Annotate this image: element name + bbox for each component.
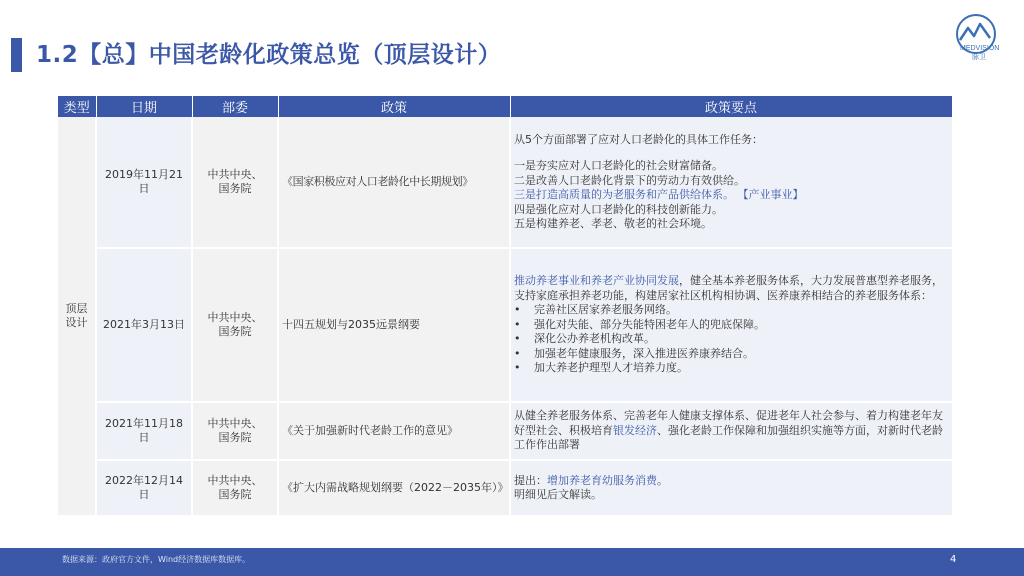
points-line: 四是强化应对人口老龄化的科技创新能力。 [514,202,723,216]
date-cell: 2021年11月18日 [96,402,192,460]
header-points: 政策要点 [510,96,952,117]
footer-bar [0,548,1024,576]
policy-table [58,96,953,517]
list-item: • 加强老年健康服务，深入推进医养康养结合。 [514,347,949,362]
points-cell [510,460,952,516]
date-cell: 2021年3月13日 [96,248,192,402]
points-bullet-list [514,303,949,376]
points-line: 一是夯实应对人口老龄化的社会财富储备。 [514,159,723,172]
list-item: • 深化公办养老机构改革。 [514,332,949,347]
list-item: • 加大养老护理型人才培养力度。 [514,361,949,376]
logo-wordmark: MEDVISION 脉卫 [960,45,1000,61]
dept-cell: 中共中央、 国务院 [192,460,278,516]
policy-cell: 十四五规划与2035远景纲要 [278,248,510,402]
points-line: 明细见后文解读。 [514,488,602,501]
header-type: 类型 [58,96,96,117]
dept-cell: 中共中央、 国务院 [192,248,278,402]
list-item: • 强化对失能、部分失能特困老年人的兜底保障。 [514,318,949,333]
header-policy: 政策 [278,96,510,117]
page-title: 1.2【总】中国老龄化政策总览（顶层设计） [36,42,502,68]
table-header-row [58,96,952,117]
dept-cell: 中共中央、 国务院 [192,117,278,248]
table-row [58,402,952,460]
data-source-note: 数据来源：政府官方文件，Wind经济数据库数据库。 [62,555,251,564]
points-cell [510,117,952,248]
points-line: 二是改善人口老龄化背景下的劳动力有效供给。 [514,173,745,187]
title-accent-bar [11,38,22,72]
date-cell: 2019年11月21日 [96,117,192,248]
table-row [58,248,952,402]
points-cell [510,248,952,402]
points-cell: 从健全养老服务体系、完善老年人健康支撑体系、促进老年人社会参与、着力构建老年友好型社会、积极培育银发经济、强化老龄工作保障和加强组织实施等方面，对新时代老龄工作作出部署 [510,402,952,460]
type-cell: 顶层 设计 [58,117,96,516]
table-row [58,460,952,516]
points-lead: 推动养老事业和养老产业协同发展，健全基本养老服务体系，大力发展普惠型养老服务，支持家庭承担养老功能，构建居家社区机构相协调、医养康养相结合的养老服务体系： [514,274,943,302]
list-item: • 完善社区居家养老服务网络。 [514,303,949,318]
header-date: 日期 [96,96,192,117]
date-cell: 2022年12月14日 [96,460,192,516]
table-row [58,117,952,248]
page-number: 4 [950,554,957,565]
policy-cell: 《关于加强新时代老龄工作的意见》 [278,402,510,460]
points-line: 五是构建养老、孝老、敬老的社会环境。 [514,217,712,230]
points-intro: 从5个方面部署了应对人口老龄化的具体工作任务： [514,132,763,146]
points-line: 提出：增加养老育幼服务消费。 [514,473,668,487]
header-dept: 部委 [192,96,278,117]
dept-cell: 中共中央、 国务院 [192,402,278,460]
points-line-highlight: 三是打造高质量的为老服务和产品供给体系。 【产业事业】 [514,188,804,201]
policy-cell: 《扩大内需战略规划纲要（2022－2035年）》 [278,460,510,516]
policy-cell: 《国家积极应对人口老龄化中长期规划》 [278,117,510,248]
